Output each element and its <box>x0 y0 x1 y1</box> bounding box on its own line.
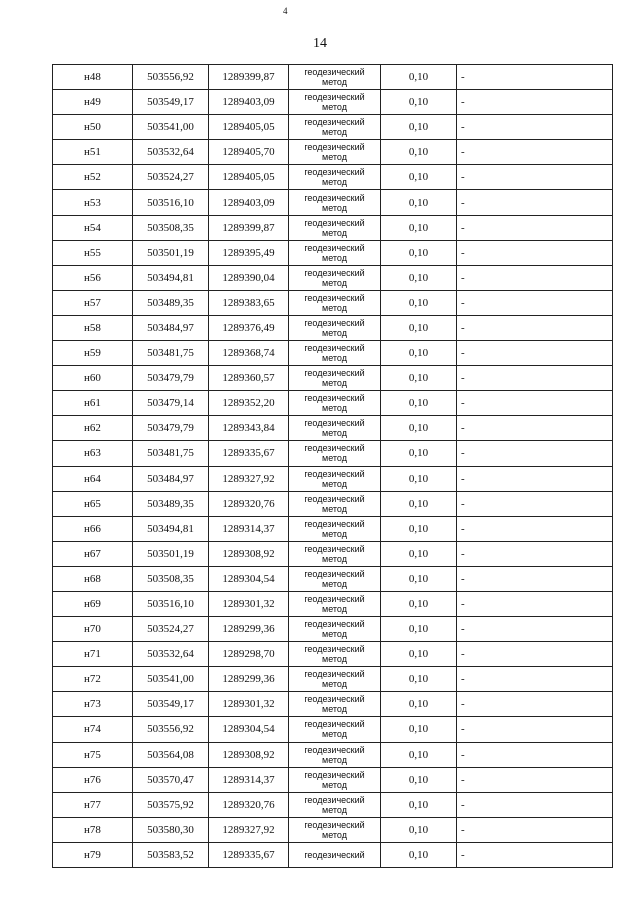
x-coordinate-cell: 503481,75 <box>133 341 209 366</box>
note-cell: - <box>457 491 613 516</box>
note-cell: - <box>457 190 613 215</box>
point-id-cell: н54 <box>53 215 133 240</box>
accuracy-cell: 0,10 <box>381 491 457 516</box>
accuracy-cell: 0,10 <box>381 265 457 290</box>
note-cell: - <box>457 140 613 165</box>
note-cell: - <box>457 115 613 140</box>
x-coordinate-cell: 503549,17 <box>133 90 209 115</box>
method-cell: геодезический метод <box>289 642 381 667</box>
y-coordinate-cell: 1289399,87 <box>209 215 289 240</box>
accuracy-cell: 0,10 <box>381 190 457 215</box>
page-mark: 4 <box>283 6 288 16</box>
y-coordinate-cell: 1289335,67 <box>209 842 289 867</box>
table-row <box>53 65 613 90</box>
table-row <box>53 416 613 441</box>
point-id-cell: н57 <box>53 290 133 315</box>
method-cell: геодезический метод <box>289 617 381 642</box>
method-cell: геодезический метод <box>289 541 381 566</box>
y-coordinate-cell: 1289335,67 <box>209 441 289 466</box>
method-cell: геодезический метод <box>289 315 381 340</box>
x-coordinate-cell: 503541,00 <box>133 667 209 692</box>
point-id-cell: н60 <box>53 366 133 391</box>
accuracy-cell: 0,10 <box>381 667 457 692</box>
y-coordinate-cell: 1289301,32 <box>209 591 289 616</box>
accuracy-cell: 0,10 <box>381 341 457 366</box>
x-coordinate-cell: 503549,17 <box>133 692 209 717</box>
point-id-cell: н69 <box>53 591 133 616</box>
accuracy-cell: 0,10 <box>381 90 457 115</box>
x-coordinate-cell: 503501,19 <box>133 240 209 265</box>
y-coordinate-cell: 1289308,92 <box>209 742 289 767</box>
x-coordinate-cell: 503479,14 <box>133 391 209 416</box>
accuracy-cell: 0,10 <box>381 416 457 441</box>
point-id-cell: н72 <box>53 667 133 692</box>
point-id-cell: н48 <box>53 65 133 90</box>
y-coordinate-cell: 1289301,32 <box>209 692 289 717</box>
method-cell: геодезический метод <box>289 65 381 90</box>
table-row <box>53 215 613 240</box>
table-row <box>53 391 613 416</box>
accuracy-cell: 0,10 <box>381 165 457 190</box>
table-row <box>53 692 613 717</box>
note-cell: - <box>457 842 613 867</box>
point-id-cell: н77 <box>53 792 133 817</box>
point-id-cell: н55 <box>53 240 133 265</box>
note-cell: - <box>457 692 613 717</box>
table-row <box>53 617 613 642</box>
method-cell: геодезический метод <box>289 140 381 165</box>
accuracy-cell: 0,10 <box>381 240 457 265</box>
x-coordinate-cell: 503580,30 <box>133 817 209 842</box>
table-row <box>53 290 613 315</box>
y-coordinate-cell: 1289299,36 <box>209 667 289 692</box>
point-id-cell: н75 <box>53 742 133 767</box>
y-coordinate-cell: 1289405,05 <box>209 165 289 190</box>
table-row <box>53 767 613 792</box>
point-id-cell: н62 <box>53 416 133 441</box>
method-cell: геодезический метод <box>289 215 381 240</box>
note-cell: - <box>457 566 613 591</box>
method-cell: геодезический метод <box>289 416 381 441</box>
y-coordinate-cell: 1289368,74 <box>209 341 289 366</box>
table-row <box>53 190 613 215</box>
method-cell: геодезический метод <box>289 366 381 391</box>
note-cell: - <box>457 667 613 692</box>
table-row <box>53 566 613 591</box>
y-coordinate-cell: 1289405,05 <box>209 115 289 140</box>
table-row <box>53 466 613 491</box>
x-coordinate-cell: 503583,52 <box>133 842 209 867</box>
method-cell: геодезический метод <box>289 441 381 466</box>
method-cell: геодезический метод <box>289 767 381 792</box>
table-row <box>53 366 613 391</box>
note-cell: - <box>457 391 613 416</box>
table-row <box>53 842 613 867</box>
note-cell: - <box>457 817 613 842</box>
method-cell: геодезический метод <box>289 717 381 742</box>
note-cell: - <box>457 516 613 541</box>
point-id-cell: н71 <box>53 642 133 667</box>
note-cell: - <box>457 315 613 340</box>
note-cell: - <box>457 591 613 616</box>
table-row <box>53 265 613 290</box>
method-cell: геодезический метод <box>289 667 381 692</box>
y-coordinate-cell: 1289343,84 <box>209 416 289 441</box>
accuracy-cell: 0,10 <box>381 617 457 642</box>
y-coordinate-cell: 1289320,76 <box>209 491 289 516</box>
note-cell: - <box>457 90 613 115</box>
x-coordinate-cell: 503484,97 <box>133 466 209 491</box>
point-id-cell: н64 <box>53 466 133 491</box>
note-cell: - <box>457 466 613 491</box>
note-cell: - <box>457 240 613 265</box>
y-coordinate-cell: 1289405,70 <box>209 140 289 165</box>
x-coordinate-cell: 503564,08 <box>133 742 209 767</box>
x-coordinate-cell: 503524,27 <box>133 617 209 642</box>
table-row <box>53 792 613 817</box>
y-coordinate-cell: 1289399,87 <box>209 65 289 90</box>
accuracy-cell: 0,10 <box>381 466 457 491</box>
table-row <box>53 667 613 692</box>
note-cell: - <box>457 617 613 642</box>
table-row <box>53 541 613 566</box>
y-coordinate-cell: 1289320,76 <box>209 792 289 817</box>
table-row <box>53 90 613 115</box>
note-cell: - <box>457 742 613 767</box>
y-coordinate-cell: 1289298,70 <box>209 642 289 667</box>
y-coordinate-cell: 1289327,92 <box>209 466 289 491</box>
y-coordinate-cell: 1289314,37 <box>209 516 289 541</box>
point-id-cell: н56 <box>53 265 133 290</box>
accuracy-cell: 0,10 <box>381 516 457 541</box>
x-coordinate-cell: 503501,19 <box>133 541 209 566</box>
accuracy-cell: 0,10 <box>381 140 457 165</box>
coordinates-table <box>52 64 613 868</box>
method-cell: геодезический метод <box>289 115 381 140</box>
point-id-cell: н50 <box>53 115 133 140</box>
method-cell: геодезический метод <box>289 90 381 115</box>
y-coordinate-cell: 1289327,92 <box>209 817 289 842</box>
y-coordinate-cell: 1289299,36 <box>209 617 289 642</box>
x-coordinate-cell: 503508,35 <box>133 566 209 591</box>
x-coordinate-cell: 503484,97 <box>133 315 209 340</box>
point-id-cell: н74 <box>53 717 133 742</box>
accuracy-cell: 0,10 <box>381 817 457 842</box>
point-id-cell: н59 <box>53 341 133 366</box>
y-coordinate-cell: 1289304,54 <box>209 566 289 591</box>
x-coordinate-cell: 503532,64 <box>133 642 209 667</box>
note-cell: - <box>457 792 613 817</box>
x-coordinate-cell: 503516,10 <box>133 190 209 215</box>
table-row <box>53 441 613 466</box>
y-coordinate-cell: 1289304,54 <box>209 717 289 742</box>
accuracy-cell: 0,10 <box>381 717 457 742</box>
note-cell: - <box>457 290 613 315</box>
x-coordinate-cell: 503508,35 <box>133 215 209 240</box>
accuracy-cell: 0,10 <box>381 566 457 591</box>
y-coordinate-cell: 1289395,49 <box>209 240 289 265</box>
y-coordinate-cell: 1289390,04 <box>209 265 289 290</box>
method-cell: геодезический метод <box>289 466 381 491</box>
table-row <box>53 140 613 165</box>
method-cell: геодезический метод <box>289 742 381 767</box>
point-id-cell: н70 <box>53 617 133 642</box>
point-id-cell: н49 <box>53 90 133 115</box>
table-row <box>53 240 613 265</box>
note-cell: - <box>457 441 613 466</box>
point-id-cell: н53 <box>53 190 133 215</box>
method-cell: геодезический метод <box>289 491 381 516</box>
x-coordinate-cell: 503556,92 <box>133 717 209 742</box>
accuracy-cell: 0,10 <box>381 642 457 667</box>
note-cell: - <box>457 341 613 366</box>
accuracy-cell: 0,10 <box>381 591 457 616</box>
point-id-cell: н73 <box>53 692 133 717</box>
accuracy-cell: 0,10 <box>381 742 457 767</box>
accuracy-cell: 0,10 <box>381 692 457 717</box>
table-row <box>53 642 613 667</box>
accuracy-cell: 0,10 <box>381 792 457 817</box>
table-row <box>53 717 613 742</box>
accuracy-cell: 0,10 <box>381 215 457 240</box>
y-coordinate-cell: 1289308,92 <box>209 541 289 566</box>
accuracy-cell: 0,10 <box>381 767 457 792</box>
y-coordinate-cell: 1289314,37 <box>209 767 289 792</box>
x-coordinate-cell: 503570,47 <box>133 767 209 792</box>
point-id-cell: н78 <box>53 817 133 842</box>
y-coordinate-cell: 1289403,09 <box>209 190 289 215</box>
page-number: 14 <box>313 36 327 51</box>
method-cell: геодезический метод <box>289 240 381 265</box>
accuracy-cell: 0,10 <box>381 842 457 867</box>
note-cell: - <box>457 65 613 90</box>
x-coordinate-cell: 503541,00 <box>133 115 209 140</box>
point-id-cell: н51 <box>53 140 133 165</box>
method-cell: геодезический метод <box>289 341 381 366</box>
x-coordinate-cell: 503516,10 <box>133 591 209 616</box>
method-cell: геодезический <box>289 842 381 867</box>
y-coordinate-cell: 1289403,09 <box>209 90 289 115</box>
method-cell: геодезический метод <box>289 290 381 315</box>
accuracy-cell: 0,10 <box>381 290 457 315</box>
method-cell: геодезический метод <box>289 190 381 215</box>
point-id-cell: н68 <box>53 566 133 591</box>
note-cell: - <box>457 541 613 566</box>
accuracy-cell: 0,10 <box>381 315 457 340</box>
table-row <box>53 341 613 366</box>
note-cell: - <box>457 215 613 240</box>
table-row <box>53 742 613 767</box>
point-id-cell: н79 <box>53 842 133 867</box>
note-cell: - <box>457 642 613 667</box>
table-row <box>53 491 613 516</box>
note-cell: - <box>457 265 613 290</box>
table-row <box>53 115 613 140</box>
table-row <box>53 817 613 842</box>
accuracy-cell: 0,10 <box>381 366 457 391</box>
table-row <box>53 165 613 190</box>
method-cell: геодезический метод <box>289 692 381 717</box>
point-id-cell: н52 <box>53 165 133 190</box>
point-id-cell: н67 <box>53 541 133 566</box>
accuracy-cell: 0,10 <box>381 541 457 566</box>
method-cell: геодезический метод <box>289 391 381 416</box>
point-id-cell: н66 <box>53 516 133 541</box>
x-coordinate-cell: 503481,75 <box>133 441 209 466</box>
y-coordinate-cell: 1289360,57 <box>209 366 289 391</box>
method-cell: геодезический метод <box>289 566 381 591</box>
x-coordinate-cell: 503575,92 <box>133 792 209 817</box>
method-cell: геодезический метод <box>289 792 381 817</box>
x-coordinate-cell: 503494,81 <box>133 265 209 290</box>
method-cell: геодезический метод <box>289 591 381 616</box>
y-coordinate-cell: 1289352,20 <box>209 391 289 416</box>
point-id-cell: н58 <box>53 315 133 340</box>
table-body <box>53 65 613 868</box>
table-row <box>53 315 613 340</box>
accuracy-cell: 0,10 <box>381 115 457 140</box>
table-row <box>53 516 613 541</box>
point-id-cell: н63 <box>53 441 133 466</box>
method-cell: геодезический метод <box>289 165 381 190</box>
point-id-cell: н76 <box>53 767 133 792</box>
note-cell: - <box>457 366 613 391</box>
note-cell: - <box>457 165 613 190</box>
y-coordinate-cell: 1289383,65 <box>209 290 289 315</box>
note-cell: - <box>457 416 613 441</box>
x-coordinate-cell: 503494,81 <box>133 516 209 541</box>
method-cell: геодезический метод <box>289 265 381 290</box>
x-coordinate-cell: 503532,64 <box>133 140 209 165</box>
accuracy-cell: 0,10 <box>381 441 457 466</box>
note-cell: - <box>457 717 613 742</box>
x-coordinate-cell: 503479,79 <box>133 416 209 441</box>
point-id-cell: н65 <box>53 491 133 516</box>
y-coordinate-cell: 1289376,49 <box>209 315 289 340</box>
x-coordinate-cell: 503489,35 <box>133 290 209 315</box>
x-coordinate-cell: 503479,79 <box>133 366 209 391</box>
accuracy-cell: 0,10 <box>381 391 457 416</box>
x-coordinate-cell: 503524,27 <box>133 165 209 190</box>
point-id-cell: н61 <box>53 391 133 416</box>
x-coordinate-cell: 503556,92 <box>133 65 209 90</box>
table-row <box>53 591 613 616</box>
method-cell: геодезический метод <box>289 817 381 842</box>
x-coordinate-cell: 503489,35 <box>133 491 209 516</box>
note-cell: - <box>457 767 613 792</box>
accuracy-cell: 0,10 <box>381 65 457 90</box>
method-cell: геодезический метод <box>289 516 381 541</box>
